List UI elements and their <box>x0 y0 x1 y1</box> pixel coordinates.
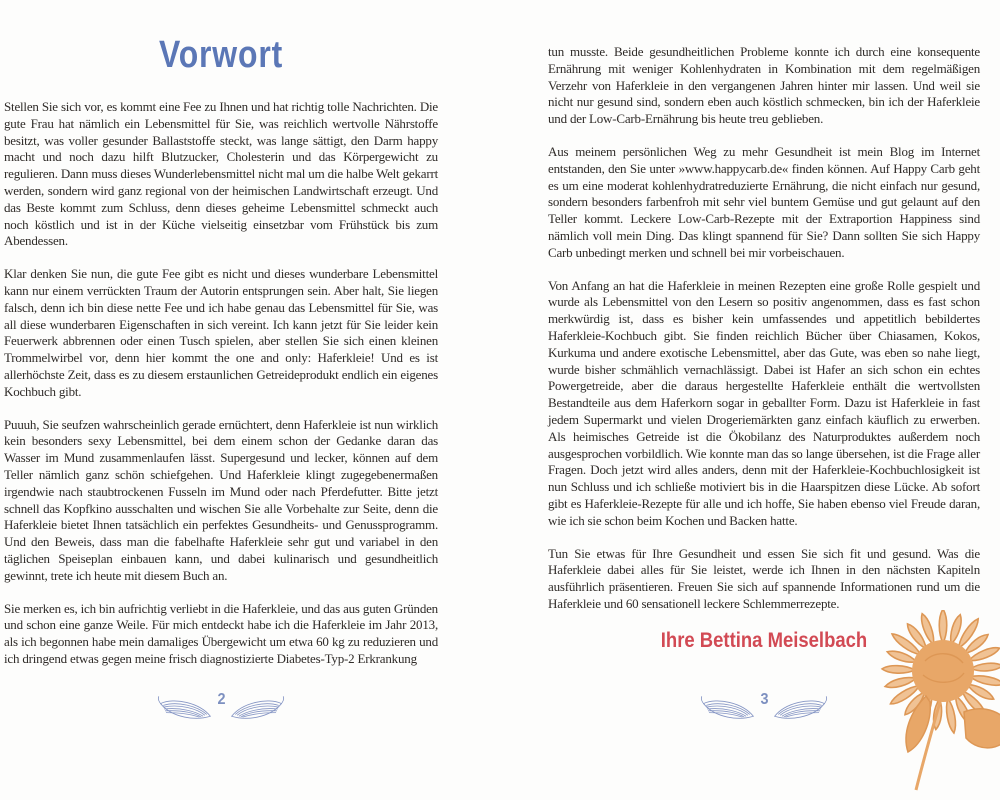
leaf-ornament-icon <box>699 694 757 724</box>
paragraph: Sie merken es, ich bin aufrichtig verliebt in die Haferkleie, und das aus guten Gründen und schon eine ganze Weile. Für mich entdeckt habe ich die Haferkleie im Jahr 2013, als ich begonnen habe mein damaliges Übergewicht um etwa 60 kg zu reduzieren und ich dringend etwas gegen meine frisch diagnostizierte Diabetes-Typ-2 Erkrankung <box>4 600 438 666</box>
page-right <box>548 44 980 653</box>
page-left <box>4 0 438 684</box>
paragraph: Puuuh, Sie seufzen wahrscheinlich gerade ernüchtert, denn Haferkleie ist nun wirklich kein besonders sexy Lebensmittel, bei dem einem schon der Gedanke daran das Wasser im Mund zusammenlaufen lässt. Supergesund und lecker, können auf dem Teller nämlich ganz schön schiefgehen. Und Haferkleie klingt zugegebenermaßen irgendwie nach staubtrockenen Fusseln im Mund oder nach Pferdefutter. Bitte jetzt schnell das Kopfkino ausschalten und wischen Sie alle Vorbehalte zur Seite, denn die Haferkleie bietet Ihnen tatsächlich ein perfektes Gesundheits- und Genussprogramm. Und den Beweis, dass man die fabelhafte Haferkleie sehr gut und variabel in den täglichen Speiseplan einbauen kann, und dabei kulinarisch und gesundheitlich gewinnt, trete ich heute mit diesem Buch an. <box>4 416 438 583</box>
page-footer <box>4 691 438 724</box>
sunflower-illustration <box>856 610 1000 800</box>
paragraph: tun musste. Beide gesundheitlichen Probleme konnte ich durch eine konsequente Ernährung mit weniger Kohlenhydraten in Kombination mit dem regelmäßigen Verzehr von Haferkleie in den vergangenen Jahren hinter mir lassen. Und weil sie nicht nur gesund sind, sondern eben auch köstlich schmecken, bin ich der Haferkleie und der Low-Carb-Ernährung bis heute treu geblieben. <box>548 44 980 127</box>
page-title: Vorwort <box>158 34 284 76</box>
page-number: 2 <box>216 691 226 708</box>
paragraph: Von Anfang an hat die Haferkleie in meinen Rezepten eine große Rolle gespielt und wurde als Lebensmittel von den Lesern so positiv angenommen, dass es fast schon merkwürdig ist, dass es bisher kein umfassendes und appetitlich bebildertes Haferkleie-Kochbuch gibt. Sie finden reichlich Bücher über Chiasamen, Kokos, Kurkuma und andere exotische Lebensmittel, aber das Gute, was eben so nahe liegt, wurde bisher schmählich vernachlässigt. Dabei ist Hafer an sich schon ein echtes Powergetreide, aber die daraus hergestellte Haferkleie enthält die wertvollsten Bestandteile aus dem Haferkorn sogar in geballter Form. Dazu ist Haferkleie in fast jedem Supermarkt und vielen Drogeriemärkten ganz einfach käuflich zu erwerben. Als heimisches Getreide ist die Ökobilanz des Naturproduktes außerdem noch ausgesprochen vorbildlich. Wie konnte man das so lange übersehen, ist die Frage aller Fragen. Doch jetzt wird alles anders, denn mit der Haferkleie-Kochbuchlosigkeit ist nun Schluss und ich schließe motiviert bis in die Haarspitzen diese Lücke. Ab sofort gibt es Haferkleie-Rezepte für alle und ich hoffe, Sie haben ebenso viel Freude daran, wie ich sie schon beim Kochen und Backen hatte. <box>548 277 980 528</box>
paragraph: Stellen Sie sich vor, es kommt eine Fee zu Ihnen und hat richtig tolle Nachrichten. Die gute Frau hat nämlich ein Lebensmittel für Sie, was reichlich wertvolle Nährstoffe besitzt, was voller gesunder Ballaststoffe steckt, was lange sättigt, den Darm happy macht und noch dazu hilft Blutzucker, Cholesterin und das Körpergewicht zu regulieren. Dann muss dieses Wunderlebensmittel nicht mal um die halbe Welt gekarrt werden, sondern wird ganz regional von der heimischen Landwirtschaft erzeugt. Und das Beste kommt zum Schluss, denn dieses geheime Lebensmittel schmeckt auch noch köstlich und ist in der Küche vielseitig einsetzbar vom Frühstück bis zum Abendessen. <box>4 99 438 249</box>
paragraph: Aus meinem persönlichen Weg zu mehr Gesundheit ist mein Blog im Internet entstanden, den Sie unter »www.happycarb.de« finden können. Auf Happy Carb geht es um eine moderat kohlenhydratreduzierte Ernährung, die nicht einfach nur gesund, sondern besonders farbenfroh mit sehr viel buntem Gemüse und gut gelaunt auf den Teller kommt. Leckere Low-Carb-Rezepte mit der Extraportion Happiness sind nämlich voll mein Ding. Das klingt spannend für Sie? Dann sollten Sie sich Happy Carb unbedingt merken und schnell bei mir vorbeischauen. <box>548 143 980 260</box>
leaf-ornament-icon <box>771 694 829 724</box>
leaf-ornament-icon <box>156 694 214 724</box>
leaf-ornament-icon <box>228 694 286 724</box>
paragraph: Klar denken Sie nun, die gute Fee gibt es nicht und dieses wunderbare Lebensmittel kann nur einem verrückten Traum der Autorin entsprungen sein. Aber halt, Sie liegen falsch, denn ich bin diese nette Fee und ich habe genau das Lebensmittel für Sie, was all diese wunderbaren Eigenschaften in sich vereint. Ich kann jetzt für Sie leider kein Feuerwerk abbrennen oder einen Tusch spielen, aber stellen Sie sich einen kleinen Trommelwirbel vor, denn hier kommt the one and only: Haferkleie! Und es ist allerhöchste Zeit, dass es zu diesem erstaunlichen Getreideprodukt endlich ein eigenes Kochbuch gibt. <box>4 266 438 399</box>
paragraph: Tun Sie etwas für Ihre Gesundheit und essen Sie sich fit und gesund. Was die Haferkleie dabei alles für Sie leistet, werde ich Ihnen in den nächsten Kapiteln ausführlich präsentieren. Freuen Sie sich auf spannende Informationen rund um die Haferkleie und 60 sensationell leckere Schlemmerrezepte. <box>548 545 980 611</box>
author-signature: Ihre Bettina Meiselbach <box>660 628 868 652</box>
page-number: 3 <box>759 691 769 708</box>
